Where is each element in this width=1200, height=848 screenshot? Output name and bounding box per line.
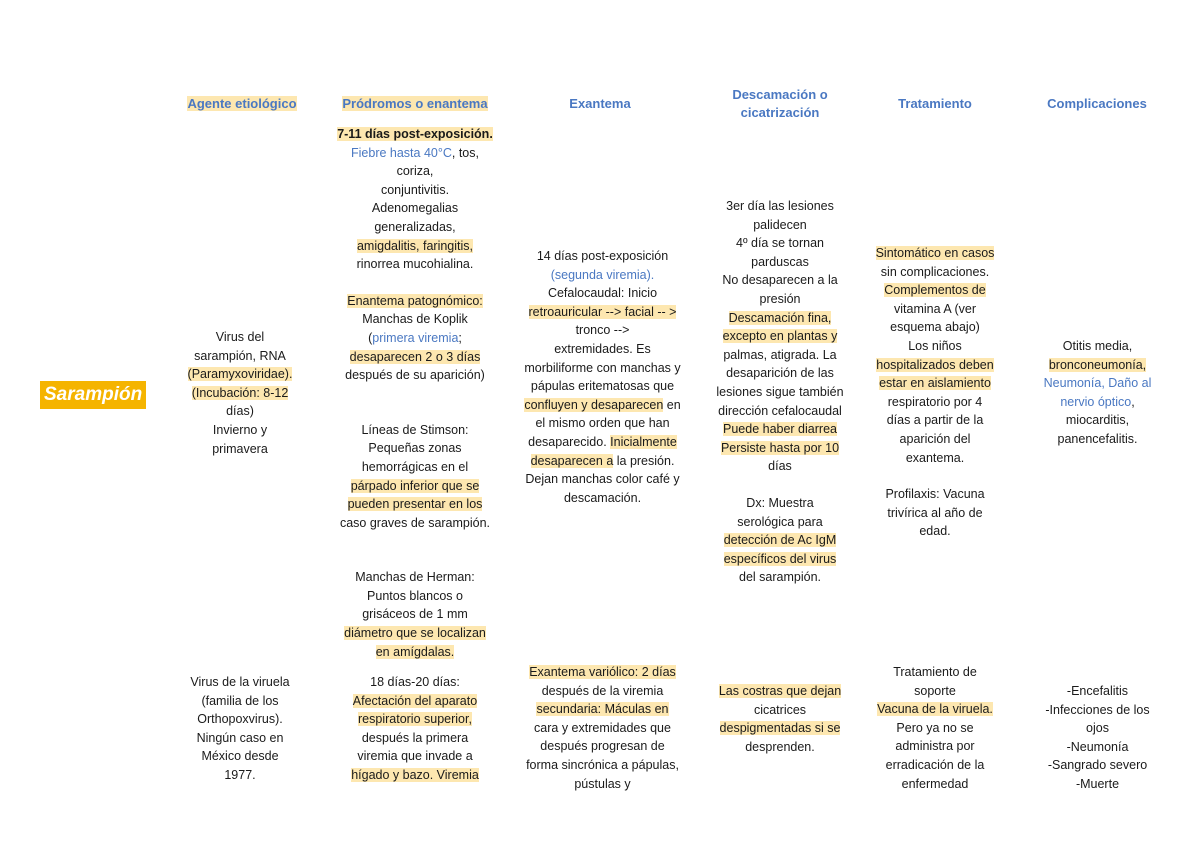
text-line: trivírica al año de (887, 505, 983, 520)
text-line: bronconeumonía, (1048, 357, 1147, 372)
text-line: secundaria: Máculas en (536, 702, 669, 717)
text-line: desaparecen 2 o 3 días (349, 349, 481, 364)
text-line: hígado y bazo. Viremia (351, 767, 479, 782)
text-line: después la primera (361, 730, 469, 745)
text-line: después progresan de (540, 739, 665, 754)
text-line: erradicación de la (885, 757, 985, 772)
text-line: días a partir de la (886, 413, 984, 428)
text-line: vitamina A (ver (894, 301, 976, 316)
text-line: (segunda viremia). (550, 267, 655, 282)
row-label-sarampion: Sarampión (40, 381, 146, 409)
text-line: -Muerte (1075, 776, 1120, 791)
viruela-prodromos (320, 673, 510, 785)
text-line: Virus de la viruela (190, 675, 290, 689)
header-prodromos (330, 95, 500, 113)
text-line: 18 días-20 días: (370, 675, 460, 689)
viruela-exantema (505, 663, 700, 793)
text-line: México desde (201, 749, 279, 764)
text-line: sin complicaciones. (880, 264, 990, 279)
text-line: Manchas de Herman: (355, 570, 475, 585)
text-line: en amígdalas. (375, 644, 455, 659)
text-line: Descamación o (732, 87, 828, 102)
text-line: Descamación fina, (728, 310, 832, 325)
text-line: descamación. (563, 490, 642, 505)
text-line: parduscas (751, 254, 809, 269)
text-line: , tos, (451, 145, 479, 160)
text-line: (familia de los (201, 693, 279, 708)
text-line: desaparecen a (530, 453, 614, 468)
text-line: respiratorio por 4 (887, 394, 983, 409)
text-line: primavera (212, 441, 268, 456)
viruela-descamacion (700, 682, 860, 756)
text-line: primera viremia (372, 330, 459, 345)
text-line: coriza, (396, 164, 434, 179)
text-line: Profilaxis: Vacuna (885, 487, 985, 502)
text-line: , (1131, 394, 1135, 409)
text-line: retroauricular --> facial -- > (528, 304, 677, 319)
text-line: desaparecido. (528, 434, 611, 449)
text-line: nervio óptico (1060, 394, 1132, 409)
text-line: -Encefalitis (1066, 684, 1129, 698)
sarampion-agente (170, 328, 310, 458)
text-line: grisáceos de 1 mm (362, 607, 468, 622)
text-line: 4º día se tornan (736, 236, 824, 251)
sarampion-tratamiento (860, 244, 1010, 541)
text-line: Cefalocaudal: Inicio (547, 286, 658, 301)
text-line: Ningún caso en (196, 730, 284, 745)
text-line: específicos del virus (723, 551, 837, 566)
text-line: Vacuna de la viruela. (877, 702, 993, 717)
text-line: tronco --> (575, 323, 630, 338)
text-line: Adenomegalias (371, 201, 459, 216)
text-line: edad. (919, 524, 951, 539)
text-line: Agente etiológico (187, 96, 297, 111)
text-line: soporte (914, 683, 956, 698)
text-line: dirección cefalocaudal (718, 403, 842, 418)
text-line: Enantema patognómico: (347, 293, 483, 308)
text-line: Líneas de Stimson: (361, 422, 469, 437)
text-line: amigdalitis, faringitis, (356, 238, 473, 253)
text-line: en (663, 397, 681, 412)
text-line: después de la viremia (541, 683, 664, 698)
text-line: Fiebre hasta 40°C (351, 145, 452, 160)
text-line: Inicialmente (610, 434, 677, 449)
text-line: Invierno y (212, 422, 268, 437)
text-line: enfermedad (901, 776, 969, 791)
text-line: Persiste hasta por 10 (720, 440, 840, 455)
header-exantema: Exantema (569, 96, 631, 111)
text-line: excepto en plantas y (722, 329, 838, 344)
text-line: 1977. (224, 767, 256, 782)
header-agente (180, 95, 304, 113)
text-line: Dx: Muestra (746, 495, 814, 510)
viruela-tratamiento (860, 663, 1010, 793)
text-line: sarampión, RNA (194, 348, 286, 363)
text-line: viremia que invade a (357, 749, 473, 764)
sarampion-descamacion (700, 197, 860, 587)
text-line: morbiliforme con manchas y (524, 360, 681, 375)
text-line: Pródromos o enantema (342, 96, 488, 111)
text-line: Manchas de Koplik (362, 312, 468, 327)
text-line: del sarampión. (739, 570, 821, 585)
text-line: ; (458, 330, 462, 345)
sarampion-complicaciones (1025, 337, 1170, 449)
text-line: Exantema variólico: 2 días (529, 665, 676, 679)
text-line: No desaparecen a la (722, 273, 838, 288)
text-line: despigmentadas si se (719, 721, 841, 736)
header-descamacion (710, 86, 850, 122)
text-line: Los niños (908, 338, 962, 353)
text-line: conjuntivitis. (380, 182, 450, 197)
text-line: confluyen y desaparecen (524, 397, 664, 412)
text-line: Afectación del aparato (352, 693, 478, 708)
text-line: Las costras que dejan (718, 684, 842, 698)
text-line: la presión. (613, 453, 675, 468)
text-line: -Infecciones de los (1045, 702, 1150, 717)
text-line: palmas, atigrada. La (723, 347, 837, 362)
text-line: días (768, 459, 792, 474)
text-line: Neumonía, Daño al (1043, 376, 1152, 391)
text-line: aparición del (899, 431, 971, 446)
text-line: -Neumonía (1066, 739, 1129, 754)
text-line: lesiones sigue también (716, 384, 844, 399)
text-line: párpado inferior que se (350, 478, 480, 493)
text-line: desaparición de las (726, 366, 834, 381)
text-line: Sintomático en casos (875, 246, 995, 260)
viruela-complicaciones (1025, 682, 1170, 794)
text-line: rinorrea mucohialina. (356, 257, 474, 272)
header-tratamiento: Tratamiento (898, 96, 972, 111)
text-line: panencefalitis. (1057, 431, 1138, 446)
text-line: cicatrices (753, 702, 807, 717)
text-line: (Paramyxoviridae). (187, 367, 293, 382)
text-line: estar en aislamiento (879, 376, 991, 391)
text-line: hospitalizados deben (876, 357, 994, 372)
text-line: Dejan manchas color café y (525, 472, 680, 487)
text-line: detección de Ac IgM (723, 533, 837, 548)
text-line: Virus del (215, 330, 265, 344)
text-line: caso graves de sarampión. (339, 515, 491, 530)
text-line: pápulas eritematosas que (530, 379, 675, 394)
text-line: 3er día las lesiones (726, 199, 834, 213)
header-complicaciones: Complicaciones (1047, 96, 1147, 111)
text-line: serológica para (737, 514, 823, 529)
text-line: respiratorio superior, (358, 712, 472, 727)
text-line: Pequeñas zonas (368, 441, 462, 456)
text-line: ( (368, 330, 373, 345)
text-line: cara y extremidades que (534, 720, 671, 735)
text-line: generalizadas, (374, 219, 456, 234)
text-line: hemorrágicas en el (361, 459, 469, 474)
text-line: Complementos de (884, 283, 986, 298)
text-line: 14 días post-exposición (536, 249, 669, 263)
sarampion-prodromos (320, 125, 510, 661)
text-line: exantema. (905, 450, 965, 465)
text-line: cicatrización (740, 105, 820, 120)
text-line: pústulas y (574, 776, 631, 791)
text-line: miocarditis, (1065, 413, 1130, 428)
text-line: esquema abajo) (890, 320, 980, 335)
text-line: Tratamiento de (893, 665, 977, 679)
viruela-agente (170, 673, 310, 785)
text-line: desprenden. (745, 739, 815, 754)
text-line: extremidades. Es (554, 341, 651, 356)
text-line: diámetro que se localizan (344, 626, 486, 641)
text-line: días) (226, 404, 254, 419)
text-line: Otitis media, (1062, 339, 1133, 353)
text-line: el mismo orden que han (535, 416, 670, 431)
text-line: Pero ya no se (896, 720, 974, 735)
text-line: forma sincrónica a pápulas, (526, 757, 679, 772)
text-line: después de su aparición) (345, 368, 485, 383)
text-line: palidecen (753, 217, 807, 232)
sarampion-exantema (505, 247, 700, 507)
text-line: 7-11 días post-exposición. (337, 127, 493, 141)
text-line: Puede haber diarrea (723, 422, 837, 437)
text-line: Puntos blancos o (367, 588, 463, 603)
text-line: (Incubación: 8-12 (191, 385, 289, 400)
text-line: administra por (895, 739, 975, 754)
text-line: presión (759, 291, 801, 306)
text-line: pueden presentar en los (347, 497, 483, 512)
text-line: ojos (1086, 721, 1109, 736)
text-line: -Sangrado severo (1047, 758, 1148, 773)
text-line: Orthopoxvirus). (197, 712, 283, 727)
